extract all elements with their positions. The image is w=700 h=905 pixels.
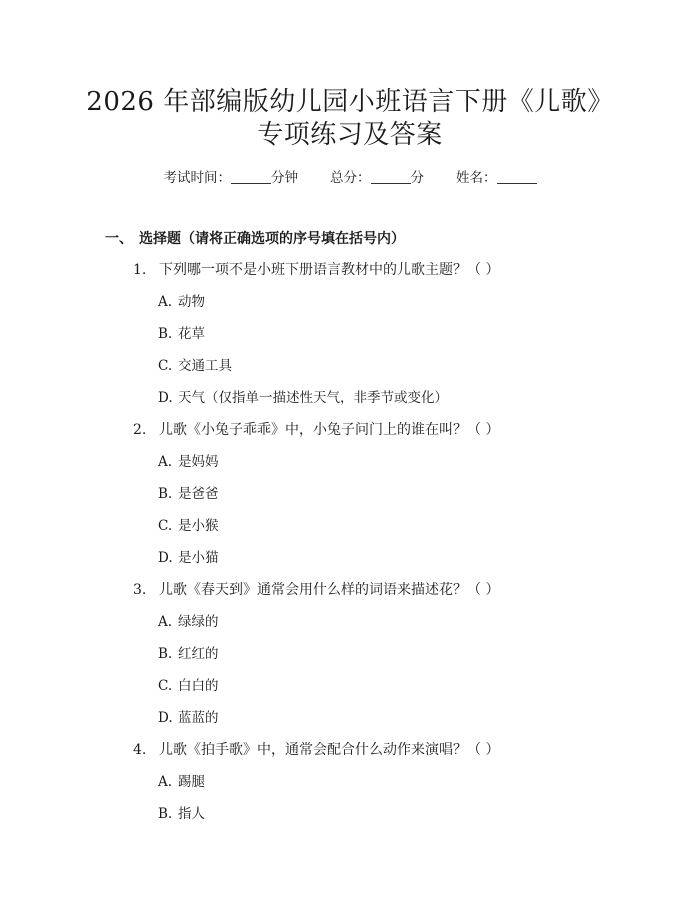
option-letter: D. xyxy=(158,710,173,726)
question-text: 儿歌《小兔子乖乖》中，小兔子问门上的谁在叫？（ ） xyxy=(159,422,500,438)
option[interactable] xyxy=(158,708,219,728)
page-title-line-1: 2026 年部编版幼儿园小班语言下册《儿歌》 xyxy=(86,87,614,117)
section-heading xyxy=(105,229,405,249)
question-text: 儿歌《春天到》通常会用什么样的词语来描述花？（ ） xyxy=(159,582,500,598)
page-title-line-2: 专项练习及答案 xyxy=(257,120,443,150)
option-letter: A. xyxy=(158,614,173,630)
option-text: 动物 xyxy=(178,294,205,310)
question xyxy=(133,580,499,600)
option-letter: A. xyxy=(158,774,173,790)
option-text: 是小猴 xyxy=(178,518,219,534)
question xyxy=(133,740,499,760)
option[interactable] xyxy=(158,356,232,376)
option-text: 是小猫 xyxy=(178,550,219,566)
option-letter: C. xyxy=(158,518,173,534)
option-letter: B. xyxy=(158,326,173,342)
question xyxy=(133,260,499,280)
question-text: 儿歌《拍手歌》中，通常会配合什么动作来演唱？（ ） xyxy=(159,742,500,758)
option-text: 指人 xyxy=(178,806,205,822)
total-score-blank[interactable] xyxy=(371,169,411,184)
total-score-unit: 分 xyxy=(410,170,424,186)
option[interactable] xyxy=(158,676,219,696)
option-text: 绿绿的 xyxy=(178,614,219,630)
student-name-label: 姓名： xyxy=(456,170,497,186)
question xyxy=(133,420,499,440)
option-text: 是爸爸 xyxy=(178,486,219,502)
question-number: 2. xyxy=(133,422,147,438)
option-text: 花草 xyxy=(178,326,205,342)
option-letter: C. xyxy=(158,678,173,694)
option[interactable] xyxy=(158,516,219,536)
option-letter: A. xyxy=(158,454,173,470)
option-letter: B. xyxy=(158,646,173,662)
option-text: 蓝蓝的 xyxy=(178,710,219,726)
option[interactable] xyxy=(158,548,219,568)
option[interactable] xyxy=(158,292,205,312)
question-number: 1. xyxy=(133,262,147,278)
exam-time-blank[interactable] xyxy=(231,169,271,184)
option[interactable] xyxy=(158,612,219,632)
option-letter: D. xyxy=(158,390,173,406)
option[interactable] xyxy=(158,772,205,792)
question-number: 4. xyxy=(133,742,147,758)
option-letter: B. xyxy=(158,806,173,822)
exam-time-unit: 分钟 xyxy=(271,170,298,186)
section-title: 选择题（请将正确选项的序号填在括号内） xyxy=(139,231,405,247)
option[interactable] xyxy=(158,324,205,344)
question-number: 3. xyxy=(133,582,147,598)
exam-info xyxy=(0,168,700,188)
option-letter: D. xyxy=(158,550,173,566)
option-text: 是妈妈 xyxy=(178,454,219,470)
option-text: 交通工具 xyxy=(178,358,232,374)
total-score-label: 总分： xyxy=(330,170,371,186)
option[interactable] xyxy=(158,644,219,664)
option-text: 红红的 xyxy=(178,646,219,662)
option-text: 踢腿 xyxy=(178,774,205,790)
option[interactable] xyxy=(158,804,205,824)
exam-time-label: 考试时间： xyxy=(163,170,231,186)
option-letter: B. xyxy=(158,486,173,502)
option-text: 天气（仅指单一描述性天气，非季节或变化） xyxy=(178,390,448,406)
question-text: 下列哪一项不是小班下册语言教材中的儿歌主题？（ ） xyxy=(159,262,500,278)
option[interactable] xyxy=(158,484,219,504)
option-text: 白白的 xyxy=(178,678,219,694)
option[interactable] xyxy=(158,452,219,472)
student-name-blank[interactable] xyxy=(497,169,537,184)
option-letter: C. xyxy=(158,358,173,374)
option[interactable] xyxy=(158,388,448,408)
option-letter: A. xyxy=(158,294,173,310)
section-number: 一、 xyxy=(105,231,133,247)
